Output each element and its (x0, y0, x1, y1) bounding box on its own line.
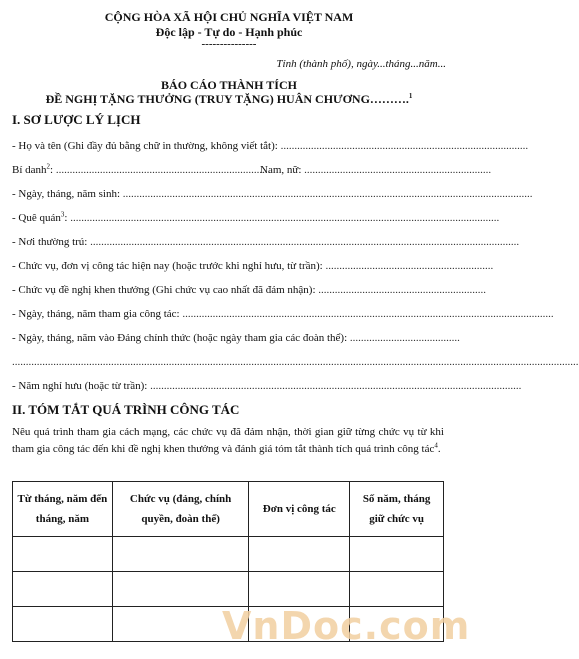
col-header-position: Chức vụ (đảng, chính quyền, đoàn thể) (112, 482, 249, 537)
col-header-period: Từ tháng, năm đến tháng, năm (13, 482, 113, 537)
field-residence: - Nơi thường trú: ............................................................................................................................................................ (12, 236, 520, 248)
table-row (13, 572, 444, 607)
field-current-position: - Chức vụ, đơn vị công tác hiện nay (hoặc trước khi nghỉ hưu, từ trần): ............................................................. (12, 260, 494, 272)
table-cell[interactable] (249, 537, 350, 572)
field-retire-year: - Năm nghỉ hưu (hoặc từ trần): ....................................................................................................................................... (12, 380, 522, 392)
field-dob: - Ngày, tháng, năm sinh: ..................................................................................................................................................... (12, 188, 533, 200)
field-full-name: - Họ và tên (Ghi đầy đủ bằng chữ in thường, không viết tắt): .......................................................................................... (12, 140, 529, 152)
table-cell[interactable] (13, 537, 113, 572)
table-cell[interactable] (112, 572, 249, 607)
field-party-date: - Ngày, tháng, năm vào Đảng chính thức (hoặc ngày tham gia các đoàn thể): ........................................ (12, 332, 460, 344)
report-subtitle: ĐỀ NGHỊ TẶNG THƯỞNG (TRUY TẶNG) HUÂN CHƯƠNG……….$^1$ (45, 92, 413, 106)
watermark-logo: VnDoc.com (222, 604, 471, 648)
section2-heading: II. TÓM TẮT QUÁ TRÌNH CÔNG TÁC (12, 402, 240, 417)
table-cell[interactable] (13, 607, 113, 642)
section1-heading: I. SƠ LƯỢC LÝ LỊCH (12, 112, 141, 127)
table-cell[interactable] (249, 572, 350, 607)
country-name: CỘNG HÒA XÃ HỘI CHỦ NGHĨA VIỆT NAM (104, 10, 354, 24)
col-header-unit: Đơn vị công tác (249, 482, 350, 537)
report-title: BÁO CÁO THÀNH TÍCH (161, 78, 297, 92)
col-header-duration: Số năm, tháng giữ chức vụ (350, 482, 444, 537)
field-proposed-position: - Chức vụ đề nghị khen thưởng (Ghi chức vụ cao nhất đã đảm nhận): ............................................................. (12, 284, 487, 296)
table-cell[interactable] (13, 572, 113, 607)
table-cell[interactable] (350, 537, 444, 572)
table-cell[interactable] (112, 537, 249, 572)
national-motto: Độc lập - Tự do - Hạnh phúc (155, 25, 303, 39)
field-start-date: - Ngày, tháng, năm tham gia công tác: ....................................................................................................................................... (12, 308, 554, 320)
place-date-line: Tỉnh (thành phố), ngày...tháng...năm... (276, 58, 446, 70)
table-cell[interactable] (350, 572, 444, 607)
section2-instructions: Nêu quá trình tham gia cách mạng, các chức vụ đã đảm nhận, thời gian giữ từng chức vụ từ khi tham gia công tác đến khi đề nghị khen thưởng và đánh giá tóm tắt thành tích quá trình công tác$^4$. (12, 426, 444, 455)
field-gender: Nam, nữ: .................................................................... (260, 164, 492, 176)
table-row (13, 537, 444, 572)
table-header-row (13, 482, 444, 537)
field-party-date-continued: .............................................................................................................................................................................................................. (12, 356, 579, 368)
header-separator: --------------- (201, 38, 257, 50)
field-hometown: - Quê quán$^3$: ............................................................................................................................................................ (12, 210, 500, 224)
field-alias: Bí danh$^2$: .............................................................................. (12, 162, 271, 176)
